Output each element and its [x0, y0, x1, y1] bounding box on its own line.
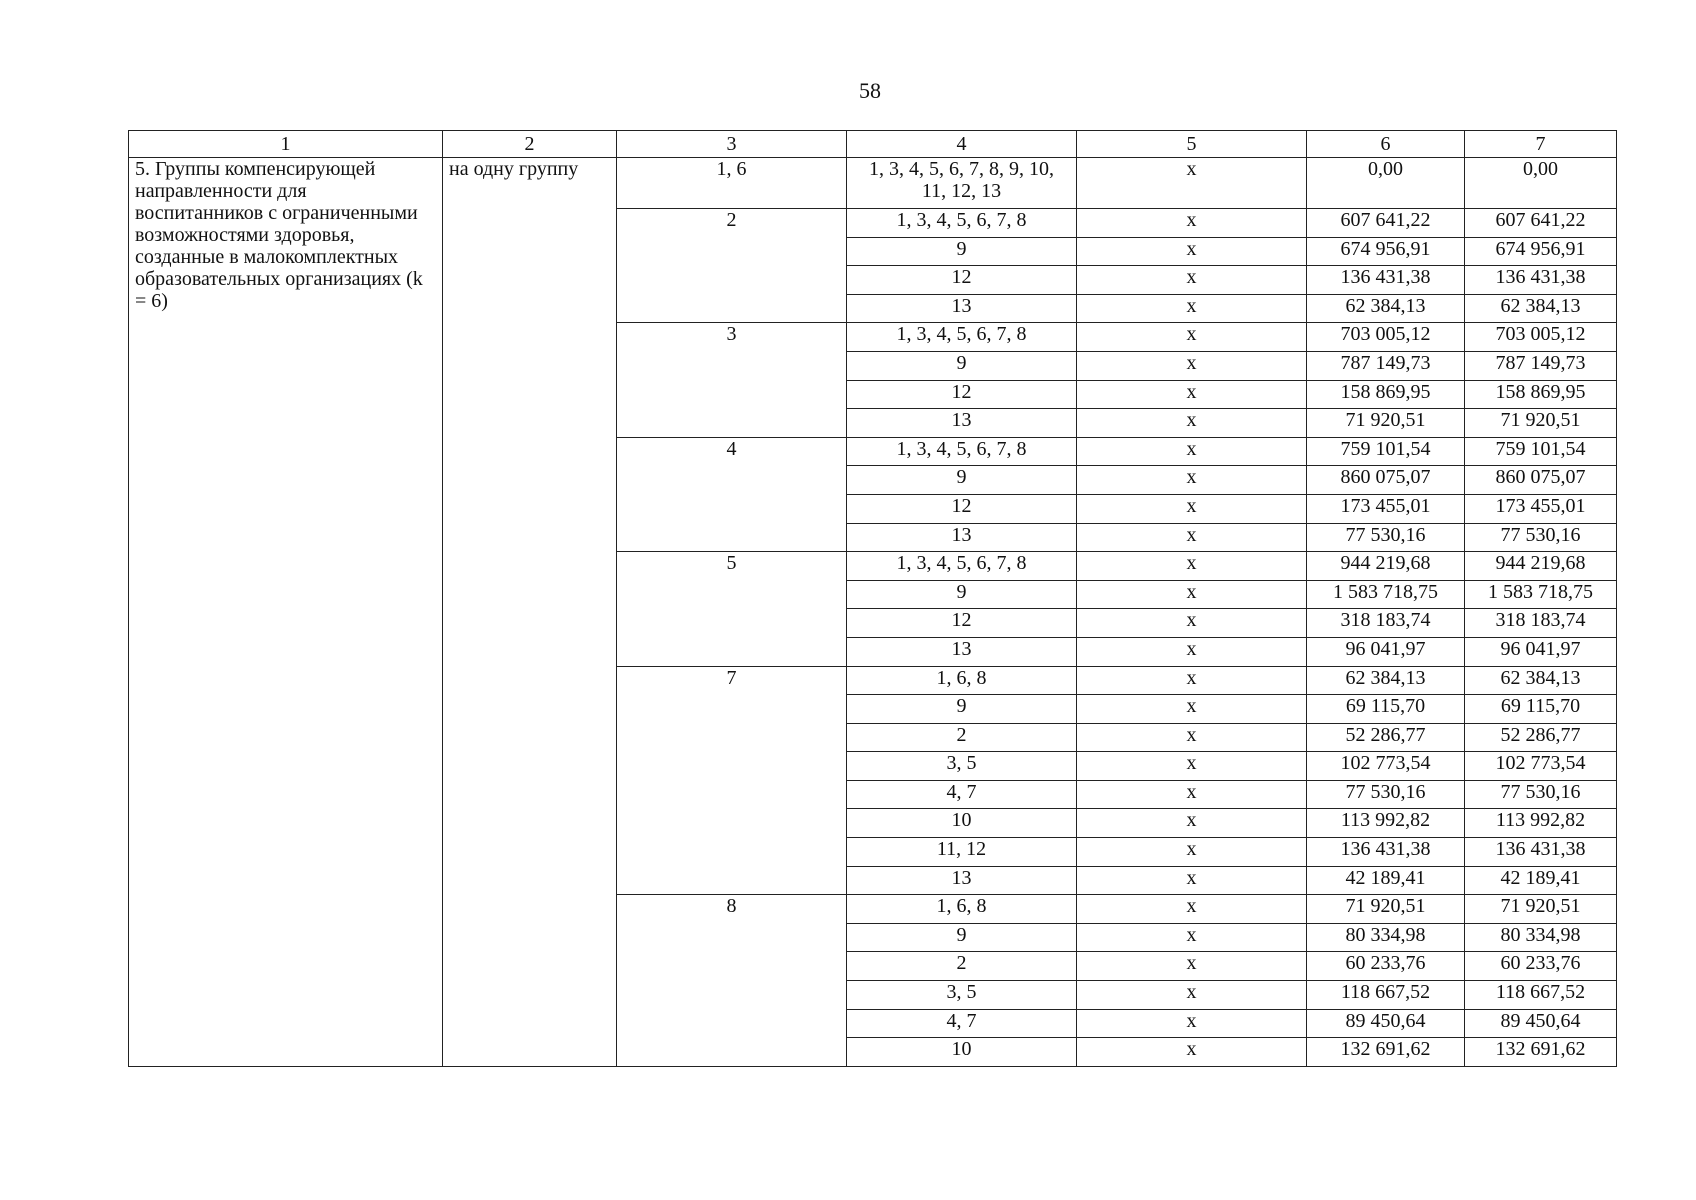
cell-col4: 12	[847, 494, 1077, 523]
group-cell: 5	[617, 552, 847, 666]
cell-col7: 96 041,97	[1465, 637, 1617, 666]
cell-col5: х	[1077, 523, 1307, 552]
cell-col5: х	[1077, 981, 1307, 1010]
cell-col4: 13	[847, 866, 1077, 895]
cell-col5: х	[1077, 866, 1307, 895]
cell-col6: 71 920,51	[1307, 895, 1465, 924]
cell-col5: х	[1077, 351, 1307, 380]
cell-col6: 42 189,41	[1307, 866, 1465, 895]
cell-col4: 1, 3, 4, 5, 6, 7, 8	[847, 552, 1077, 581]
cell-col6: 173 455,01	[1307, 494, 1465, 523]
cell-col4: 9	[847, 695, 1077, 724]
cell-col7: 77 530,16	[1465, 523, 1617, 552]
data-table	[128, 130, 1617, 1067]
cell-col7: 860 075,07	[1465, 466, 1617, 495]
group-cell: 1, 6	[617, 158, 847, 209]
cell-col4: 1, 6, 8	[847, 666, 1077, 695]
cell-col7: 674 956,91	[1465, 237, 1617, 266]
cell-col5: х	[1077, 723, 1307, 752]
cell-col5: х	[1077, 266, 1307, 295]
cell-col6: 102 773,54	[1307, 752, 1465, 781]
cell-col7: 71 920,51	[1465, 895, 1617, 924]
cell-col5: х	[1077, 895, 1307, 924]
column-header: 5	[1077, 131, 1307, 158]
cell-col7: 173 455,01	[1465, 494, 1617, 523]
cell-col4: 2	[847, 952, 1077, 981]
cell-col6: 96 041,97	[1307, 637, 1465, 666]
cell-col5: х	[1077, 323, 1307, 352]
cell-col4: 3, 5	[847, 752, 1077, 781]
cell-col5: х	[1077, 437, 1307, 466]
cell-col4: 12	[847, 609, 1077, 638]
unit-cell: на одну группу	[443, 158, 617, 1067]
cell-col6: 62 384,13	[1307, 294, 1465, 323]
cell-col4: 9	[847, 580, 1077, 609]
cell-col6: 703 005,12	[1307, 323, 1465, 352]
category-cell: 5. Группы компенсирующей направленности для воспитанников с ограниченными возможностями здоровья, созданные в малокомплектных образовательных организациях (k = 6)	[129, 158, 443, 1067]
cell-col6: 77 530,16	[1307, 780, 1465, 809]
group-cell: 4	[617, 437, 847, 551]
cell-col6: 0,00	[1307, 158, 1465, 209]
cell-col7: 77 530,16	[1465, 780, 1617, 809]
cell-col6: 77 530,16	[1307, 523, 1465, 552]
cell-col5: х	[1077, 923, 1307, 952]
cell-col7: 42 189,41	[1465, 866, 1617, 895]
cell-col6: 113 992,82	[1307, 809, 1465, 838]
cell-col6: 80 334,98	[1307, 923, 1465, 952]
cell-col4: 9	[847, 923, 1077, 952]
cell-col4: 13	[847, 294, 1077, 323]
cell-col4: 1, 6, 8	[847, 895, 1077, 924]
cell-col4: 10	[847, 809, 1077, 838]
cell-col7: 69 115,70	[1465, 695, 1617, 724]
cell-col4: 12	[847, 380, 1077, 409]
cell-col5: х	[1077, 780, 1307, 809]
page-number: 58	[859, 78, 881, 103]
cell-col4: 4, 7	[847, 1009, 1077, 1038]
cell-col4: 3, 5	[847, 981, 1077, 1010]
cell-col6: 62 384,13	[1307, 666, 1465, 695]
cell-col7: 944 219,68	[1465, 552, 1617, 581]
column-header: 6	[1307, 131, 1465, 158]
cell-col7: 136 431,38	[1465, 266, 1617, 295]
cell-col4: 1, 3, 4, 5, 6, 7, 8	[847, 437, 1077, 466]
cell-col4: 1, 3, 4, 5, 6, 7, 8	[847, 323, 1077, 352]
table-body	[129, 158, 1617, 1067]
cell-col5: х	[1077, 209, 1307, 238]
cell-col6: 132 691,62	[1307, 1038, 1465, 1067]
cell-col6: 71 920,51	[1307, 409, 1465, 438]
cell-col7: 759 101,54	[1465, 437, 1617, 466]
cell-col4: 13	[847, 523, 1077, 552]
cell-col6: 1 583 718,75	[1307, 580, 1465, 609]
cell-col4: 9	[847, 351, 1077, 380]
cell-col7: 607 641,22	[1465, 209, 1617, 238]
cell-col5: х	[1077, 494, 1307, 523]
cell-col6: 759 101,54	[1307, 437, 1465, 466]
cell-col6: 60 233,76	[1307, 952, 1465, 981]
cell-col6: 89 450,64	[1307, 1009, 1465, 1038]
column-header: 7	[1465, 131, 1617, 158]
cell-col6: 787 149,73	[1307, 351, 1465, 380]
cell-col5: х	[1077, 695, 1307, 724]
column-header: 2	[443, 131, 617, 158]
cell-col5: х	[1077, 466, 1307, 495]
cell-col7: 62 384,13	[1465, 294, 1617, 323]
cell-col7: 52 286,77	[1465, 723, 1617, 752]
cell-col7: 60 233,76	[1465, 952, 1617, 981]
cell-col7: 62 384,13	[1465, 666, 1617, 695]
cell-col7: 703 005,12	[1465, 323, 1617, 352]
cell-col7: 118 667,52	[1465, 981, 1617, 1010]
table-row	[129, 158, 1617, 209]
cell-col6: 52 286,77	[1307, 723, 1465, 752]
cell-col7: 136 431,38	[1465, 838, 1617, 867]
cell-col7: 113 992,82	[1465, 809, 1617, 838]
cell-col4: 1, 3, 4, 5, 6, 7, 8	[847, 209, 1077, 238]
cell-col7: 71 920,51	[1465, 409, 1617, 438]
header-row	[129, 131, 1617, 158]
cell-col7: 318 183,74	[1465, 609, 1617, 638]
cell-col7: 787 149,73	[1465, 351, 1617, 380]
cell-col6: 69 115,70	[1307, 695, 1465, 724]
column-header: 4	[847, 131, 1077, 158]
cell-col6: 136 431,38	[1307, 838, 1465, 867]
cell-col7: 102 773,54	[1465, 752, 1617, 781]
cell-col5: х	[1077, 1009, 1307, 1038]
group-cell: 8	[617, 895, 847, 1067]
cell-col4: 1, 3, 4, 5, 6, 7, 8, 9, 10, 11, 12, 13	[847, 158, 1077, 209]
cell-col4: 9	[847, 237, 1077, 266]
cell-col5: х	[1077, 294, 1307, 323]
column-header: 3	[617, 131, 847, 158]
group-cell: 3	[617, 323, 847, 437]
cell-col5: х	[1077, 952, 1307, 981]
cell-col5: х	[1077, 380, 1307, 409]
cell-col4: 10	[847, 1038, 1077, 1067]
cell-col7: 132 691,62	[1465, 1038, 1617, 1067]
cell-col6: 318 183,74	[1307, 609, 1465, 638]
cell-col5: х	[1077, 609, 1307, 638]
cell-col6: 158 869,95	[1307, 380, 1465, 409]
cell-col7: 0,00	[1465, 158, 1617, 209]
cell-col4: 12	[847, 266, 1077, 295]
cell-col5: х	[1077, 752, 1307, 781]
column-header: 1	[129, 131, 443, 158]
cell-col7: 80 334,98	[1465, 923, 1617, 952]
cell-col6: 136 431,38	[1307, 266, 1465, 295]
cell-col5: х	[1077, 838, 1307, 867]
cell-col6: 860 075,07	[1307, 466, 1465, 495]
cell-col5: х	[1077, 158, 1307, 209]
cell-col6: 118 667,52	[1307, 981, 1465, 1010]
cell-col6: 944 219,68	[1307, 552, 1465, 581]
group-cell: 2	[617, 209, 847, 323]
cell-col5: х	[1077, 809, 1307, 838]
cell-col4: 11, 12	[847, 838, 1077, 867]
cell-col5: х	[1077, 637, 1307, 666]
group-cell: 7	[617, 666, 847, 895]
cell-col5: х	[1077, 666, 1307, 695]
cell-col5: х	[1077, 1038, 1307, 1067]
cell-col4: 4, 7	[847, 780, 1077, 809]
cell-col7: 158 869,95	[1465, 380, 1617, 409]
cell-col4: 13	[847, 409, 1077, 438]
cell-col5: х	[1077, 237, 1307, 266]
cell-col5: х	[1077, 580, 1307, 609]
cell-col5: х	[1077, 409, 1307, 438]
cell-col4: 13	[847, 637, 1077, 666]
cell-col4: 2	[847, 723, 1077, 752]
cell-col6: 607 641,22	[1307, 209, 1465, 238]
cell-col6: 674 956,91	[1307, 237, 1465, 266]
cell-col7: 1 583 718,75	[1465, 580, 1617, 609]
cell-col4: 9	[847, 466, 1077, 495]
cell-col5: х	[1077, 552, 1307, 581]
cell-col7: 89 450,64	[1465, 1009, 1617, 1038]
